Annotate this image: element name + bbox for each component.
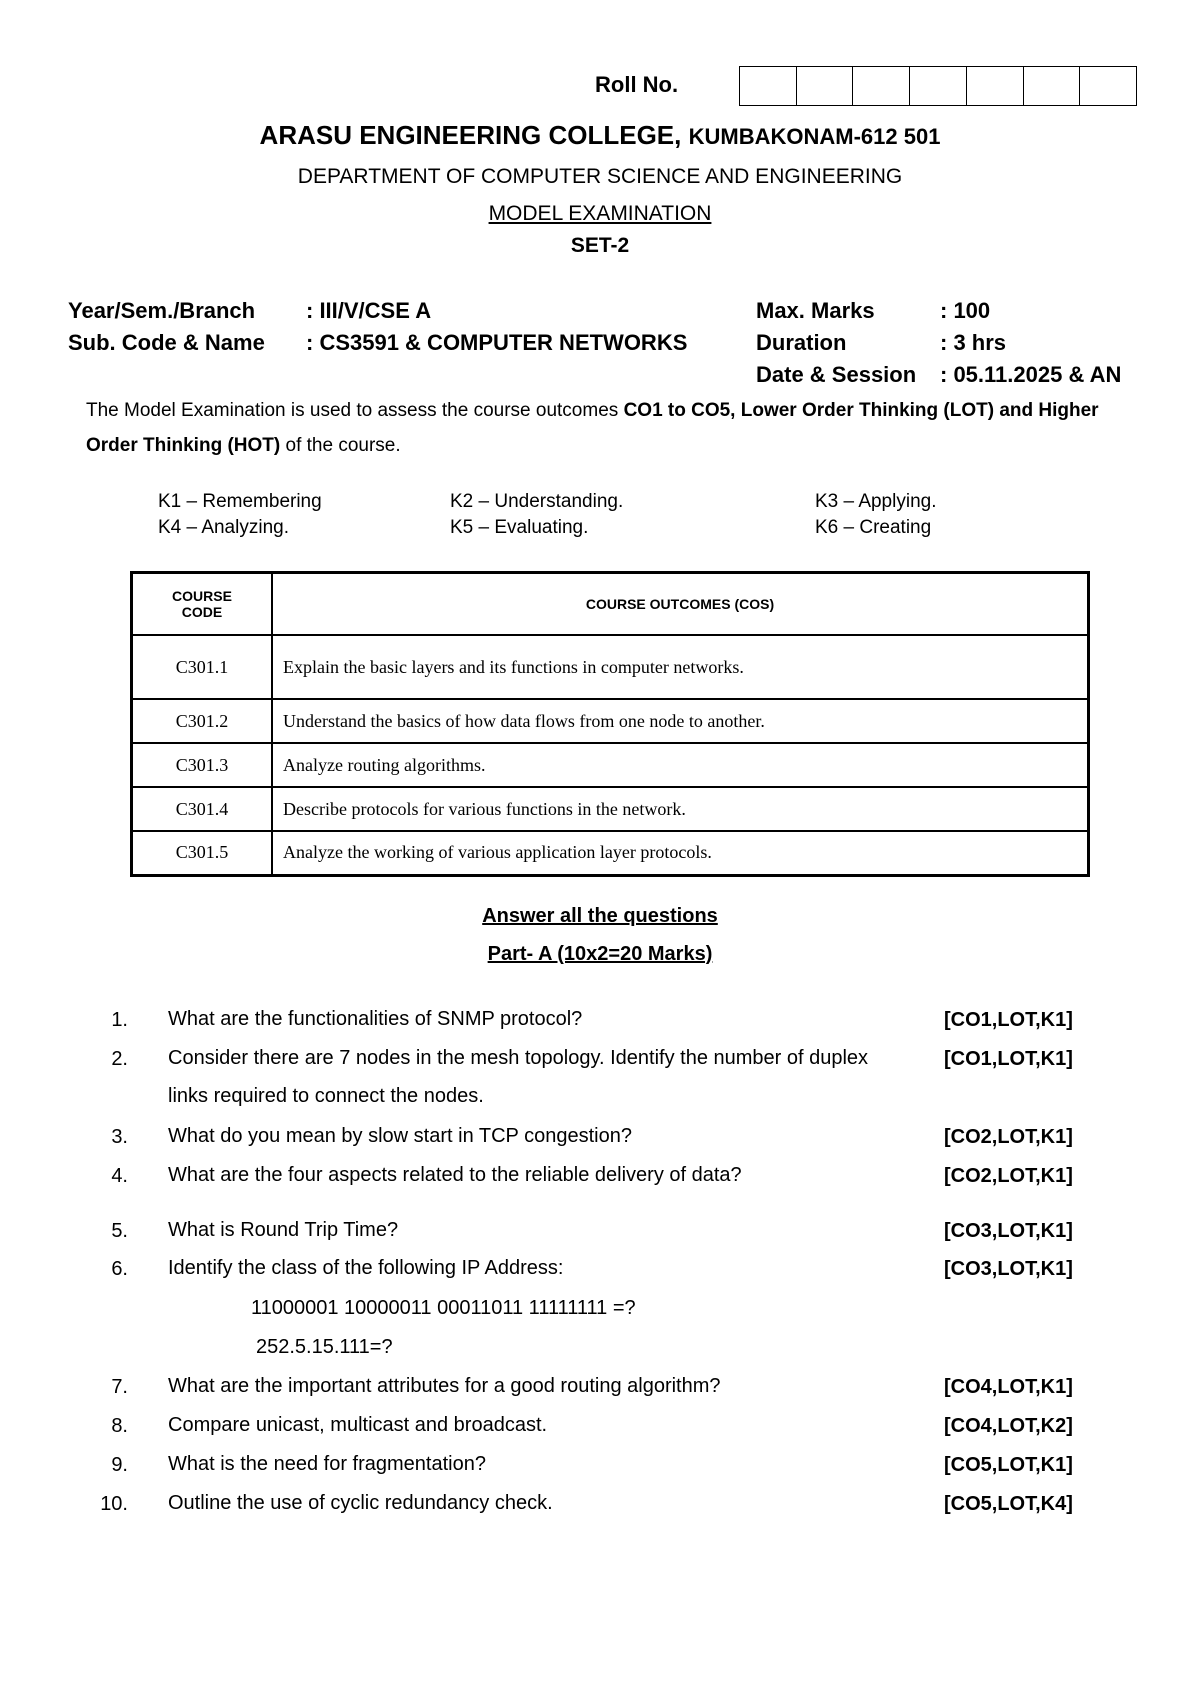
table-row [132, 699, 1089, 743]
exam-title: MODEL EXAMINATION [488, 202, 712, 225]
ip-address-binary: 11000001 10000011 00011011 11111111 =? [251, 1297, 636, 1319]
question-tag: [CO1,LOT,K1] [944, 1009, 1073, 1031]
question-tag: [CO3,LOT,K1] [944, 1258, 1073, 1280]
department-title: DEPARTMENT OF COMPUTER SCIENCE AND ENGINEERING [297, 165, 903, 188]
max-marks-value: : 100 [940, 298, 991, 323]
intro-bold-text: CO1 to CO5, Lower Order Thinking (LOT) and Higher Order Thinking (HOT) [86, 400, 1099, 456]
question-number: 5. [111, 1220, 128, 1242]
question-tag: [CO1,LOT,K1] [944, 1048, 1073, 1070]
question-tag: [CO2,LOT,K1] [944, 1126, 1073, 1148]
course-outcomes-table [130, 571, 1090, 877]
duration-value: : 3 hrs [940, 330, 1007, 355]
question-number: 7. [111, 1376, 128, 1398]
question-text: What do you mean by slow start in TCP congestion? [168, 1125, 632, 1147]
course-code-cell: C301.5 [132, 831, 273, 875]
question-text: Consider there are 7 nodes in the mesh topology. Identify the number of duplex links required to connect the nodes. [168, 1047, 869, 1107]
college-name: ARASU ENGINEERING COLLEGE, [259, 120, 682, 150]
course-outcome-cell: Analyze routing algorithms. [272, 743, 1089, 787]
intro-text-end: of the course. [280, 435, 401, 456]
course-code-cell: C301.2 [132, 699, 273, 743]
table-header-row [132, 573, 1089, 636]
set-number: SET-2 [570, 234, 630, 257]
question-tag: [CO5,LOT,K1] [944, 1454, 1073, 1476]
table-row [132, 743, 1089, 787]
roll-number-boxes[interactable] [739, 66, 1137, 106]
table-row [132, 831, 1089, 875]
date-session-value: : 05.11.2025 & AN [940, 362, 1122, 387]
k-level-item: K2 – Understanding. [450, 491, 624, 512]
k-level-item: K4 – Analyzing. [158, 517, 289, 538]
question-tag: [CO2,LOT,K1] [944, 1165, 1073, 1187]
roll-digit-box[interactable] [740, 67, 797, 105]
question-text: What is the need for fragmentation? [168, 1453, 486, 1475]
subject-value: : CS3591 & COMPUTER NETWORKS [306, 330, 688, 355]
question-tag: [CO3,LOT,K1] [944, 1220, 1073, 1242]
k-level-item: K3 – Applying. [815, 491, 937, 512]
k-level-item: K1 – Remembering [158, 491, 322, 512]
roll-digit-box[interactable] [967, 67, 1024, 105]
year-label: Year/Sem./Branch [68, 298, 256, 323]
college-heading [0, 120, 1200, 151]
intro-paragraph [86, 393, 1126, 463]
question-number: 2. [111, 1048, 128, 1070]
roll-digit-box[interactable] [1024, 67, 1081, 105]
question-text: What are the four aspects related to the reliable delivery of data? [168, 1164, 742, 1186]
year-value: : III/V/CSE A [306, 298, 432, 323]
roll-digit-box[interactable] [797, 67, 854, 105]
course-code-cell: C301.3 [132, 743, 273, 787]
question-number: 3. [111, 1126, 128, 1148]
question-text: Outline the use of cyclic redundancy check. [168, 1492, 553, 1514]
course-code-cell: C301.1 [132, 635, 273, 699]
course-code-header-line: CODE [181, 604, 223, 620]
question-number: 8. [111, 1415, 128, 1437]
course-code-header [132, 573, 273, 636]
subject-label: Sub. Code & Name [68, 330, 265, 355]
intro-text: The Model Examination is used to assess the course outcomes [86, 400, 624, 421]
roll-digit-box[interactable] [910, 67, 967, 105]
course-outcome-cell: Analyze the working of various application layer protocols. [272, 831, 1089, 875]
question-text: Compare unicast, multicast and broadcast. [168, 1414, 548, 1436]
course-code-cell: C301.4 [132, 787, 273, 831]
question-tag: [CO4,LOT,K2] [944, 1415, 1073, 1437]
question-number: 10. [100, 1493, 128, 1515]
part-a-title: Part- A (10x2=20 Marks) [487, 943, 713, 965]
course-outcome-cell: Explain the basic layers and its functions in computer networks. [272, 635, 1089, 699]
table-row [132, 787, 1089, 831]
k-level-item: K5 – Evaluating. [450, 517, 589, 538]
question-tag: [CO5,LOT,K4] [944, 1493, 1073, 1515]
roll-digit-box[interactable] [1080, 67, 1136, 105]
roll-digit-box[interactable] [853, 67, 910, 105]
course-outcomes-header: COURSE OUTCOMES (COS) [272, 573, 1089, 636]
answer-instruction: Answer all the questions [482, 905, 718, 927]
k-level-item: K6 – Creating [815, 517, 932, 538]
question-tag: [CO4,LOT,K1] [944, 1376, 1073, 1398]
ip-address-decimal: 252.5.15.111=? [256, 1336, 393, 1358]
question-number: 6. [111, 1258, 128, 1280]
course-code-header-line: COURSE [172, 588, 232, 604]
date-session-label: Date & Session [756, 362, 917, 387]
question-text: What is Round Trip Time? [168, 1219, 399, 1241]
course-outcome-cell: Describe protocols for various functions in the network. [272, 787, 1089, 831]
question-text: What are the functionalities of SNMP protocol? [168, 1008, 583, 1030]
question-text: Identify the class of the following IP Address: [168, 1257, 564, 1279]
college-city: KUMBAKONAM-612 501 [688, 124, 941, 149]
question-number: 9. [111, 1454, 128, 1476]
question-number: 1. [111, 1009, 128, 1031]
roll-number-label: Roll No. [595, 72, 679, 97]
duration-label: Duration [756, 330, 847, 355]
question-text: What are the important attributes for a good routing algorithm? [168, 1375, 721, 1397]
table-row [132, 635, 1089, 699]
question-number: 4. [111, 1165, 128, 1187]
max-marks-label: Max. Marks [756, 298, 875, 323]
course-outcome-cell: Understand the basics of how data flows from one node to another. [272, 699, 1089, 743]
